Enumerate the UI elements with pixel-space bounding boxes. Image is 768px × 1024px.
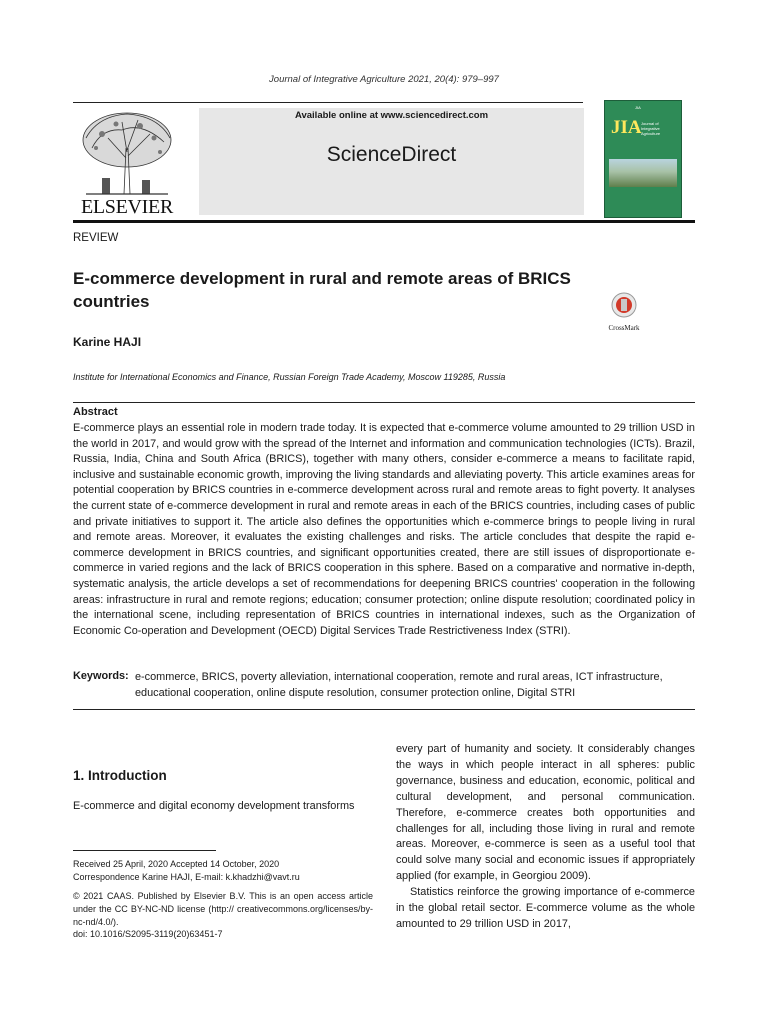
cover-title: JIA — [611, 117, 642, 138]
cover-caption: Journal of Integrative Agriculture — [641, 121, 661, 136]
article-title: E-commerce development in rural and remote areas of BRICS countries — [73, 269, 571, 311]
license-text: © 2021 CAAS. Published by Elsevier B.V. This is an open access article under the CC BY-NC-ND license (http:// creativecommons.org/licenses/by-nc-nd/4.0/). — [73, 891, 373, 927]
keywords-label: Keywords: — [73, 670, 129, 682]
abstract-heading: Abstract — [73, 406, 118, 418]
author-affiliation: Institute for International Economics and Finance, Russian Foreign Trade Academy, Moscow 119285, Russia — [73, 372, 506, 382]
abstract-top-rule — [73, 402, 695, 403]
intro-paragraph: every part of humanity and society. It considerably changes the ways in which people interact in all spheres: public governance, business and education, economic, political and cultural development, and personal communication. Therefore, e-commerce creates both opportunities and challenges for all, including those living in rural and remote areas. Moreover, e-commerce is seen as a useful tool that could solve many social and economic issues if appropriately applied (for example, in Georgiou 2009). — [396, 743, 695, 883]
footnote-rule — [73, 850, 216, 851]
journal-cover-thumbnail — [604, 100, 682, 218]
keywords-text: e-commerce, BRICS, poverty alleviation, international cooperation, remote and rural areas, ICT infrastructure, educational cooperation, online dispute resolution, consumer protection online, Digital STRI — [135, 671, 663, 699]
available-online-text: Available online at www.sciencedirect.com — [294, 110, 489, 121]
section-heading-introduction: 1. Introduction — [73, 768, 167, 783]
crossmark-label: CrossMark — [608, 324, 640, 332]
doi: doi: 10.1016/S2095-3119(20)63451-7 — [73, 929, 223, 939]
abstract-bottom-rule — [73, 709, 695, 710]
header-bottom-rule — [73, 220, 695, 223]
intro-paragraph-statistics: Statistics reinforce the growing importance of e-commerce in the global retail sector. E-commerce volume as the whole amounted to 29 trillion USD in 2017, — [396, 886, 695, 930]
cover-photo — [609, 159, 677, 187]
intro-first-line: E-commerce and digital economy development transforms — [73, 800, 355, 812]
abstract-text: E-commerce plays an essential role in modern trade today. It is expected that e-commerce volume amounted to 29 trillion USD in the world in 2017, and would grow with the spread of the Internet and information and communication technologies (ICTs). Brazil, Russia, India, China and South Africa (BRICS), together with many others, consider e-commerce a means to facilitate rapid, inclusive and sustainable economic growth, improving the living standards and alleviating poverty. This article examines areas for potential cooperation by BRICS countries in e-commerce development across rural and remote areas to fight poverty. It analyses the current state of e-commerce development in rural and remote areas in each of the BRICS countries, including cases of public and private initiatives to support it. The article also defines the opportunities which e-commerce brings to people living in rural and remote areas. Moreover, it evaluates the existing challenges and risks. The article concludes that despite the rapid e-commerce development in BRICS countries, and significant opportunities created, there are still issues of disproportionate e-commerce in varied regions and the lack of BRICS cooperation in this sphere. Based on a comparative and normative in-depth, systematic analysis, the article develops a set of recommendations for deepening BRICS countries' cooperation in the following areas: infrastructure in rural and remote regions; education; consumer protection; online dispute resolution; coordinated policy in the international scene, including representation of BRICS countries in international indexes, such as the Organization of Economic Co-operation and Development (OECD) Digital Services Trade Restrictiveness Index (STRI). — [73, 422, 695, 637]
correspondence: Correspondence Karine HAJI, E-mail: k.khadzhi@vavt.ru — [73, 872, 300, 882]
received-dates: Received 25 April, 2020 Accepted 14 October, 2020 — [73, 859, 280, 869]
journal-citation: Journal of Integrative Agriculture 2021, 20(4): 979–997 — [269, 74, 499, 85]
crossmark-icon[interactable] — [607, 292, 641, 332]
intro-column-two — [396, 742, 695, 933]
header-top-rule — [73, 102, 583, 103]
sciencedirect-title: ScienceDirect — [326, 143, 457, 166]
elsevier-logo-text: ELSEVIER — [80, 196, 174, 218]
cover-year-mark: JIA — [635, 105, 641, 110]
article-type: REVIEW — [73, 232, 119, 244]
author-name: Karine HAJI — [73, 335, 142, 349]
